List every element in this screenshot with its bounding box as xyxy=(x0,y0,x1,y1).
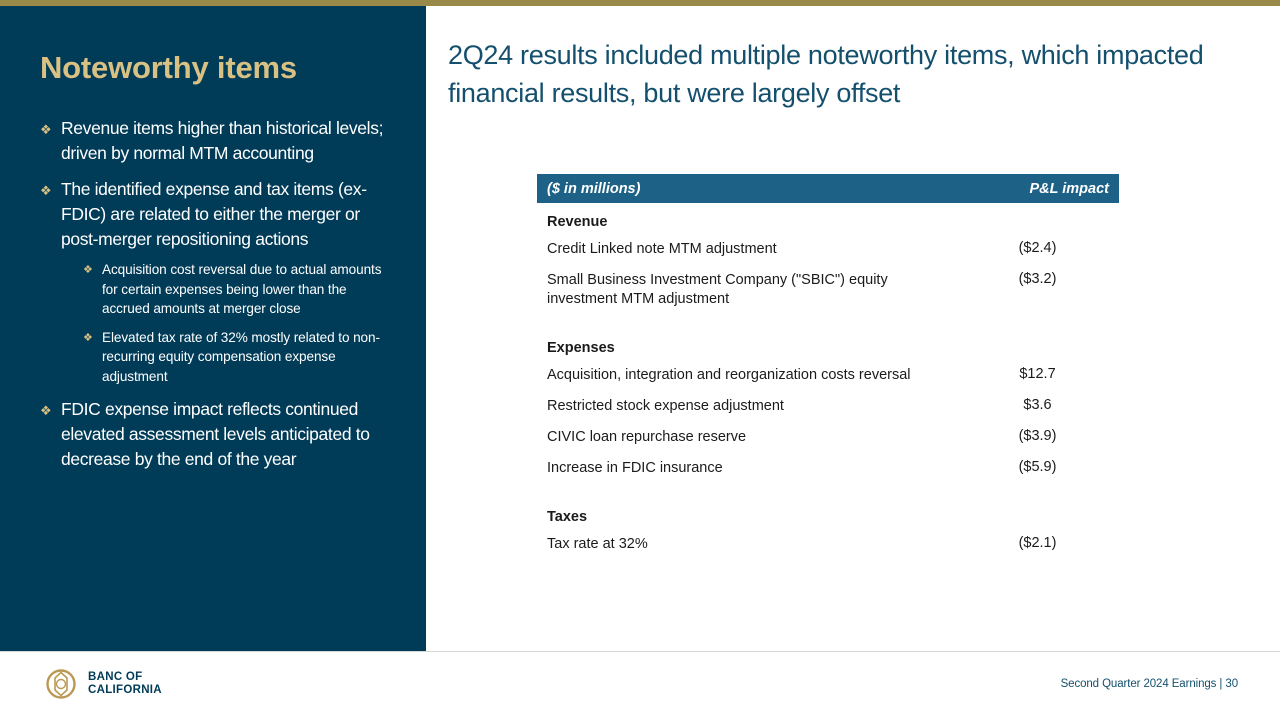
table-body xyxy=(537,203,1119,560)
table-header-row xyxy=(537,174,1119,203)
bullet-list xyxy=(40,116,392,472)
table-spacer xyxy=(537,315,1119,329)
section-label: Taxes xyxy=(547,509,588,525)
diamond-bullet-icon: ❖ xyxy=(40,183,52,198)
section-value xyxy=(956,329,1119,360)
row-label: Tax rate at 32% xyxy=(547,536,648,552)
sub-bullet-text: Acquisition cost reversal due to actual amounts for certain expenses being lower than the accrued amounts at merger close xyxy=(102,262,382,316)
logo-wordmark xyxy=(88,671,162,697)
footer-divider xyxy=(0,651,1280,652)
table-section-row xyxy=(537,498,1119,529)
footer-page-label: Second Quarter 2024 Earnings | 30 xyxy=(1060,678,1238,690)
list-item xyxy=(83,328,392,387)
row-value: $3.6 xyxy=(1023,397,1052,413)
table-row xyxy=(537,529,1119,560)
diamond-bullet-icon: ❖ xyxy=(40,122,52,137)
table-section-row xyxy=(537,329,1119,360)
diamond-bullet-icon: ❖ xyxy=(83,264,93,276)
list-item xyxy=(83,260,392,319)
section-label: Revenue xyxy=(547,214,608,230)
row-value: ($2.4) xyxy=(1018,240,1057,256)
bullet-text: The identified expense and tax items (ex-FDIC) are related to either the merger or post-merger repositioning actions xyxy=(61,179,367,249)
table-row xyxy=(537,391,1119,422)
row-value: ($3.9) xyxy=(1018,428,1057,444)
footer xyxy=(0,651,1280,720)
spacer-cell xyxy=(537,484,956,498)
row-label: Small Business Investment Company ("SBIC") equity investment MTM adjustment xyxy=(547,272,888,307)
row-label: Increase in FDIC insurance xyxy=(547,460,723,476)
impact-table-wrapper xyxy=(537,174,1119,560)
diamond-bullet-icon: ❖ xyxy=(40,403,52,418)
column-header-units: ($ in millions) xyxy=(537,174,956,203)
section-value xyxy=(956,498,1119,529)
spacer-cell xyxy=(956,315,1119,329)
brand-logo xyxy=(44,667,162,701)
table-section-row xyxy=(537,203,1119,234)
row-label: Credit Linked note MTM adjustment xyxy=(547,241,777,257)
spacer-cell xyxy=(537,315,956,329)
page-title: Noteworthy items xyxy=(40,50,297,85)
left-panel xyxy=(0,6,426,651)
logo-line-1: BANC OF xyxy=(88,671,143,683)
sub-bullet-list xyxy=(83,260,392,386)
list-item xyxy=(40,397,392,472)
row-value: ($2.1) xyxy=(1018,535,1057,551)
table-row xyxy=(537,422,1119,453)
column-header-impact: P&L impact xyxy=(956,174,1119,203)
content-area xyxy=(426,6,1280,651)
table-row xyxy=(537,234,1119,265)
table-row xyxy=(537,265,1119,315)
headline: 2Q24 results included multiple noteworthy items, which impacted financial results, but were largely offset xyxy=(448,40,1204,108)
table-row xyxy=(537,453,1119,484)
row-label: Acquisition, integration and reorganization costs reversal xyxy=(547,367,911,383)
list-item xyxy=(40,116,392,166)
row-value: $12.7 xyxy=(1019,366,1056,382)
row-value: ($5.9) xyxy=(1018,459,1057,475)
impact-table xyxy=(537,174,1119,560)
bullet-text: Revenue items higher than historical levels; driven by normal MTM accounting xyxy=(61,118,384,163)
row-label: Restricted stock expense adjustment xyxy=(547,398,784,414)
section-value xyxy=(956,203,1119,234)
spacer-cell xyxy=(956,484,1119,498)
logo-line-2: CALIFORNIA xyxy=(88,684,162,696)
table-spacer xyxy=(537,484,1119,498)
sub-bullet-text: Elevated tax rate of 32% mostly related to non-recurring equity compensation expense adjustment xyxy=(102,329,380,384)
row-value: ($3.2) xyxy=(1018,271,1057,287)
row-label: CIVIC loan repurchase reserve xyxy=(547,429,747,445)
banc-of-california-mark-icon xyxy=(44,667,78,701)
list-item xyxy=(40,177,392,386)
diamond-bullet-icon: ❖ xyxy=(83,331,93,344)
table-row xyxy=(537,360,1119,391)
table-header xyxy=(537,174,1119,203)
bullet-text: FDIC expense impact reflects continued elevated assessment levels anticipated to decrease by the end of the year xyxy=(61,399,370,469)
section-label: Expenses xyxy=(547,340,615,356)
